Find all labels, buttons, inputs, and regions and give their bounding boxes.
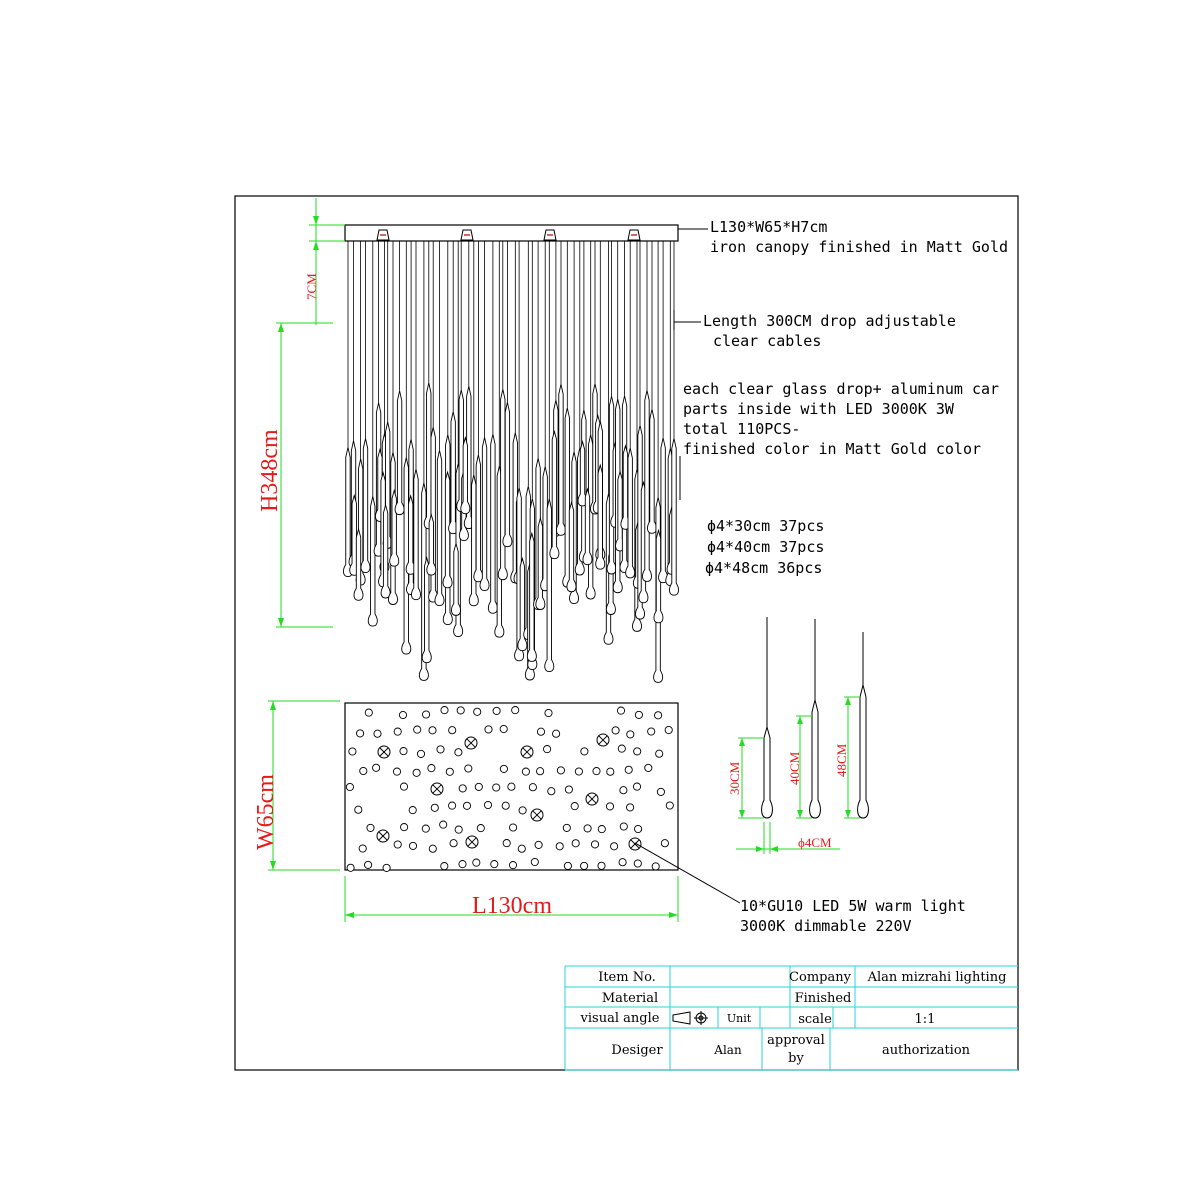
- drop-hole: [607, 768, 614, 775]
- drop-hole: [593, 768, 600, 775]
- drop-hole: [581, 748, 588, 755]
- gu10-light-icon: [531, 809, 543, 821]
- gu10-light-icon: [465, 737, 477, 749]
- drop-hole: [473, 859, 480, 866]
- drop-hole: [493, 784, 500, 791]
- drop-hole: [383, 864, 390, 871]
- drop-hole: [400, 783, 407, 790]
- drop-hole: [413, 769, 420, 776]
- drop-hole: [394, 841, 401, 848]
- drop-hole: [446, 768, 453, 775]
- drop-hole: [450, 840, 457, 847]
- drop-hole: [409, 807, 416, 814]
- drop-hole: [645, 764, 652, 771]
- drop-hole: [575, 768, 582, 775]
- drop-hole: [463, 802, 470, 809]
- overall-height-dimension: [257, 323, 333, 627]
- cable-callout: [674, 310, 956, 350]
- detail-diameter-label: ϕ4CM: [798, 835, 832, 850]
- drop-hole: [509, 824, 516, 831]
- gu10-light-icon: [377, 830, 389, 842]
- drop-hole: [393, 768, 400, 775]
- drop-hole: [537, 768, 544, 775]
- drop-hole: [401, 824, 408, 831]
- canopy-height-label: 7CM: [304, 273, 319, 300]
- drop-hole: [349, 748, 356, 755]
- canopy-mount-icon: [377, 230, 389, 240]
- drop-hole: [537, 728, 544, 735]
- drop-hole: [572, 840, 579, 847]
- drop-hole: [633, 783, 640, 790]
- drop-hole: [441, 707, 448, 714]
- drop-hole: [634, 860, 641, 867]
- drop-hole: [485, 726, 492, 733]
- drop-hole: [508, 783, 515, 790]
- drop-hole: [502, 802, 509, 809]
- gu10-light-icon: [521, 746, 533, 758]
- canopy-mount-icon: [628, 230, 640, 240]
- drop-hole: [618, 745, 625, 752]
- drop-hole: [548, 788, 555, 795]
- designer-value: Alan: [714, 1043, 742, 1057]
- drop-hole: [581, 862, 588, 869]
- cable-note-line1: Length 300CM drop adjustable: [703, 312, 956, 330]
- drop-hole: [529, 784, 536, 791]
- drop-hole: [374, 730, 381, 737]
- size-item: ϕ4*30cm 37pcs: [707, 517, 825, 535]
- drop-hole: [449, 802, 456, 809]
- drop-hole: [500, 765, 507, 772]
- drop-callout: [680, 380, 999, 500]
- item-no-label: Item No.: [598, 970, 656, 985]
- drop-hole: [373, 764, 380, 771]
- approval-label-line2: by: [788, 1051, 804, 1066]
- drop-hole: [512, 707, 519, 714]
- drop-hole: [475, 783, 482, 790]
- company-label: Company: [789, 970, 851, 985]
- detail-30cm-label: 30CM: [727, 761, 742, 795]
- drop-hole: [661, 840, 668, 847]
- drop-hole: [459, 861, 466, 868]
- drop-hole: [400, 748, 407, 755]
- canopy-callout: [678, 218, 1008, 256]
- detail-48cm-label: 48CM: [834, 743, 849, 777]
- drop-hole: [457, 707, 464, 714]
- drop-hole: [635, 825, 642, 832]
- drop-hole: [431, 804, 438, 811]
- drop-hole: [518, 845, 525, 852]
- overall-height-label: H348cm: [257, 429, 283, 512]
- drop-hole: [409, 842, 416, 849]
- gu10-light-icon: [597, 734, 609, 746]
- drop-hole: [428, 765, 435, 772]
- drop-hole: [591, 841, 598, 848]
- drop-hole: [491, 861, 498, 868]
- drop-hole: [556, 843, 563, 850]
- scale-label: scale: [798, 1012, 832, 1027]
- visual-angle-label: visual angle: [580, 1011, 660, 1026]
- drop-hole: [503, 840, 510, 847]
- finished-label: Finished: [794, 991, 852, 1006]
- drop-hole: [484, 801, 491, 808]
- unit-label: Unit: [726, 1012, 752, 1025]
- authorization-label: authorization: [881, 1043, 971, 1058]
- gu10-note-line1: 10*GU10 LED 5W warm light: [740, 897, 966, 915]
- drop-hole: [611, 843, 618, 850]
- canopy-height-dimension: [304, 198, 345, 325]
- drop-48cm: [858, 685, 869, 818]
- drop-hole: [584, 825, 591, 832]
- drop-hole: [620, 787, 627, 794]
- drop-hole: [423, 711, 430, 718]
- drop-hole: [598, 862, 605, 869]
- drop-hole: [519, 807, 526, 814]
- plan-view: [345, 703, 678, 872]
- drop-hole: [598, 826, 605, 833]
- length-dimension: [345, 876, 678, 922]
- drop-note-line3: total 110PCS-: [683, 420, 801, 438]
- drop-hole: [571, 803, 578, 810]
- drop-hole: [359, 845, 366, 852]
- size-item: ϕ4*48cm 36pcs: [705, 559, 823, 577]
- drop-hole: [617, 707, 624, 714]
- drop-hole: [635, 711, 642, 718]
- size-item: ϕ4*40cm 37pcs: [707, 538, 825, 556]
- drop-hole: [544, 746, 551, 753]
- drop-hole: [414, 726, 421, 733]
- drop-hole: [474, 708, 481, 715]
- drop-hole: [441, 863, 448, 870]
- drop-group: [343, 383, 678, 683]
- drop-hole: [346, 783, 353, 790]
- drop-hole: [655, 712, 662, 719]
- scale-value: 1:1: [914, 1012, 936, 1027]
- drop-hole: [522, 768, 529, 775]
- gu10-light-icon: [431, 783, 443, 795]
- drop-hole: [365, 709, 372, 716]
- drop-hole: [367, 824, 374, 831]
- drop-hole: [440, 821, 447, 828]
- drop-hole: [564, 862, 571, 869]
- drop-hole: [565, 786, 572, 793]
- drop-hole: [493, 707, 500, 714]
- projection-symbol-icon: [673, 1011, 708, 1025]
- drop-hole: [422, 825, 429, 832]
- glass-drop: [480, 437, 489, 590]
- drop-hole: [455, 826, 462, 833]
- drop-detail: [727, 617, 868, 854]
- drop-hole: [394, 728, 401, 735]
- canopy-mount-icon: [544, 230, 556, 240]
- drop-hole: [477, 825, 484, 832]
- drop-note-line4: finished color in Matt Gold color: [683, 440, 982, 458]
- drop-hole: [509, 862, 516, 869]
- detail-40cm-label: 40CM: [787, 751, 802, 785]
- drop-40cm: [810, 700, 821, 818]
- company-value: Alan mizrahi lighting: [867, 970, 1007, 985]
- drop-hole: [619, 859, 626, 866]
- canopy-mount-icon: [461, 230, 473, 240]
- drop-30cm: [762, 727, 773, 818]
- drop-hole: [357, 730, 364, 737]
- gu10-light-icon: [466, 836, 478, 848]
- drop-hole: [437, 746, 444, 753]
- drop-hole: [656, 750, 663, 757]
- designer-label: Desiger: [611, 1043, 663, 1058]
- drop-hole: [459, 785, 466, 792]
- drop-hole: [627, 804, 634, 811]
- drop-hole: [355, 806, 362, 813]
- gu10-light-icon: [378, 746, 390, 758]
- drop-hole: [535, 841, 542, 848]
- size-list: [705, 517, 824, 577]
- drop-hole: [531, 858, 538, 865]
- drop-hole: [563, 824, 570, 831]
- cable-note-line2: clear cables: [713, 332, 822, 350]
- drop-hole: [657, 788, 664, 795]
- gu10-light-icon: [586, 793, 598, 805]
- drop-hole: [399, 711, 406, 718]
- drop-hole: [365, 861, 372, 868]
- approval-label-line1: approval: [767, 1033, 825, 1048]
- drop-note-line1: each clear glass drop+ aluminum car: [683, 380, 1000, 398]
- glass-drop: [488, 434, 497, 613]
- drop-hole: [666, 802, 673, 809]
- title-block-text: [580, 970, 1007, 1066]
- drop-hole: [553, 730, 560, 737]
- glass-drop: [395, 391, 404, 515]
- drop-hole: [429, 845, 436, 852]
- gu10-note-line2: 3000K dimmable 220V: [740, 917, 912, 935]
- drop-hole: [665, 726, 672, 733]
- elevation-view: [343, 225, 678, 682]
- gu10-callout: [635, 843, 966, 935]
- drop-hole: [634, 748, 641, 755]
- canopy-spec: L130*W65*H7cm: [710, 218, 828, 236]
- drop-hole: [417, 750, 424, 757]
- drop-hole: [652, 863, 659, 870]
- canopy-finish: iron canopy finished in Matt Gold: [710, 238, 1009, 256]
- drop-hole: [606, 803, 613, 810]
- drop-hole: [648, 728, 655, 735]
- material-label: Material: [601, 991, 659, 1006]
- drop-hole: [465, 765, 472, 772]
- drop-hole: [347, 864, 354, 871]
- drop-hole: [627, 731, 634, 738]
- drop-hole: [449, 727, 456, 734]
- drop-hole: [360, 767, 367, 774]
- drop-hole: [429, 727, 436, 734]
- width-label: W65cm: [253, 774, 279, 850]
- drop-hole: [612, 727, 619, 734]
- drop-hole-group: [346, 707, 673, 872]
- drop-hole: [500, 725, 507, 732]
- drop-hole: [455, 749, 462, 756]
- drop-note-line2: parts inside with LED 3000K 3W: [683, 400, 954, 418]
- drop-hole: [625, 766, 632, 773]
- gu10-light-icon: [629, 838, 641, 850]
- drop-hole: [620, 823, 627, 830]
- width-dimension: [253, 701, 340, 870]
- drop-hole: [545, 709, 552, 716]
- length-label: L130cm: [472, 893, 552, 919]
- drop-hole: [557, 767, 564, 774]
